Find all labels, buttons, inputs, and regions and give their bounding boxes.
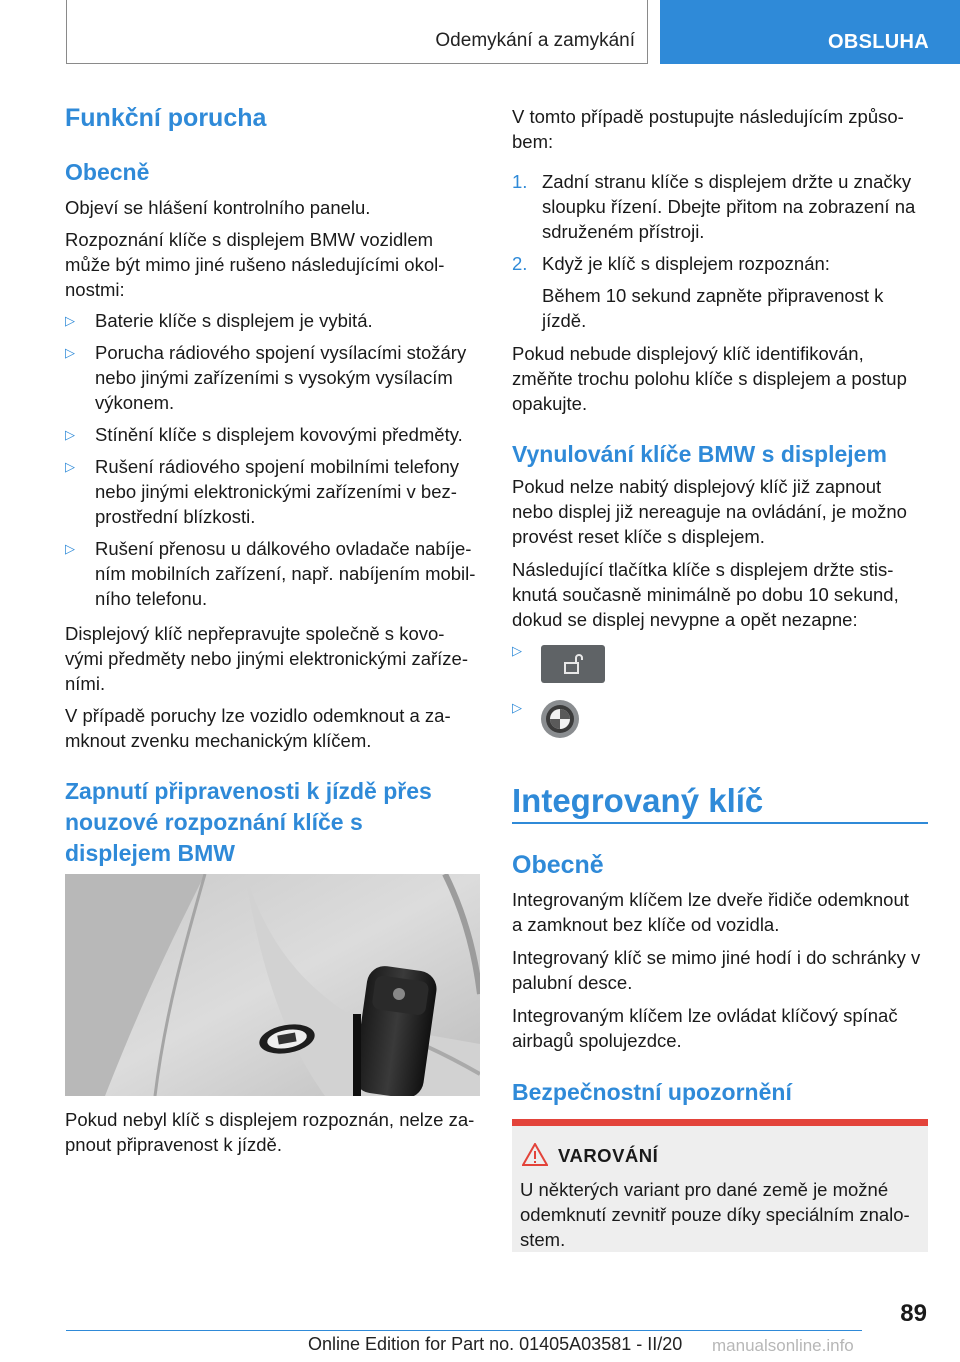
footer-edition: Online Edition for Part no. 01405A03581 - II/20 (308, 1334, 683, 1354)
triangle-bullet-icon: ▷ (65, 313, 75, 328)
text-line: nebo displej již nereaguje na ovládání, je možno (512, 501, 907, 522)
section-title-integrated-key: Integrovaný klíč (512, 782, 764, 819)
photo-illustration (65, 874, 480, 1096)
paragraph (65, 621, 480, 696)
triangle-bullet-icon: ▷ (512, 643, 522, 658)
text-line: opakujte. (512, 393, 588, 414)
step-number: 2. (512, 253, 528, 274)
subsection-emergency-start (65, 776, 480, 869)
section-title-malfunction: Funkční porucha (65, 104, 267, 132)
text-line: Integrovaným klíčem lze ovládat klíčový spínač (512, 1005, 898, 1026)
list-item (65, 536, 480, 611)
list-item (65, 454, 480, 529)
text-line: Stínění klíče s displejem kovovými předměty. (95, 424, 463, 445)
warning-box (512, 1119, 928, 1252)
header-section-box (66, 0, 648, 64)
watermark: manualsonline.info (712, 1336, 854, 1355)
paragraph (512, 1003, 928, 1053)
triangle-bullet-icon: ▷ (65, 345, 75, 360)
triangle-bullet-icon: ▷ (65, 427, 75, 442)
paragraph (65, 1107, 480, 1157)
text-line: pnout připravenost k jízdě. (65, 1134, 282, 1155)
footer-rule (66, 1330, 862, 1331)
text-line: V tomto případě postupujte následujícím způso‐ (512, 106, 904, 127)
warning-bar (512, 1119, 928, 1126)
text-line: sloupku řízení. Dbejte přitom na zobrazení na (542, 196, 916, 217)
paragraph (512, 887, 928, 937)
text-line: U některých variant pro dané země je možné (520, 1179, 889, 1200)
text-line: mknout zvenku mechanickým klíčem. (65, 730, 372, 751)
paragraph (512, 341, 928, 416)
text-line: airbagů spolujezdce. (512, 1030, 682, 1051)
paragraph: Objeví se hlášení kontrolního panelu. (65, 197, 371, 218)
text-line: Rušení rádiového spojení mobilními telefony (95, 456, 460, 477)
text-line: bem: (512, 131, 554, 152)
subsection-reset-key: Vynulování klíče BMW s displejem (512, 441, 887, 467)
numbered-list (512, 169, 928, 333)
text-line: jízdě. (542, 310, 587, 331)
warning-triangle-icon (522, 1143, 548, 1171)
text-line: Pokud nelze nabitý displejový klíč již zapnout (512, 476, 882, 497)
text-line: vými předměty nebo jinými elektronickými zaříze‐ (65, 648, 469, 669)
heading-line: displejem BMW (65, 840, 235, 866)
text-line: odemknutí zevnitř pouze díky speciálním znalo‐ (520, 1204, 910, 1225)
text-line: Integrovaným klíčem lze dveře řidiče odemknout (512, 889, 909, 910)
header-section-title: Odemykání a zamykání (435, 30, 635, 51)
text-line: Displejový klíč nepřepravujte společně s kovo‐ (65, 623, 445, 644)
text-line: Během 10 sekund zapněte připravenost k (542, 285, 884, 306)
text-line: změňte trochu polohu klíče s displejem a postup (512, 368, 907, 389)
text-line: Zadní stranu klíče s displejem držte u značky (542, 171, 912, 192)
page-number: 89 (900, 1300, 927, 1327)
list-item (65, 422, 480, 447)
paragraph (512, 557, 928, 632)
step-number: 1. (512, 171, 528, 192)
text-line: ním mobilních zařízení, např. nabíjením mobil‐ (95, 563, 476, 584)
heading-line: Zapnutí připravenosti k jízdě přes (65, 778, 432, 804)
text-line: Integrovaný klíč se mimo jiné hodí i do schránky v (512, 947, 921, 968)
page-header (0, 0, 960, 66)
text-line: nebo jinými zařízeními s vysokým vysílacím (95, 367, 453, 388)
text-line: Když je klíč s displejem rozpoznán: (542, 253, 830, 274)
list-item (512, 169, 928, 244)
text-line: stem. (520, 1229, 566, 1250)
text-line: Baterie klíče s displejem je vybitá. (95, 310, 373, 331)
list-item (65, 340, 480, 415)
header-chapter-label: OBSLUHA (828, 31, 929, 53)
key-at-steering-column-photo (65, 874, 480, 1096)
text-line: Porucha rádiového spojení vysílacími stožáry (95, 342, 467, 363)
paragraph (65, 227, 480, 302)
text-line: Pokud nebude displejový klíč identifikován, (512, 343, 864, 364)
text-line: nostmi: (65, 279, 125, 300)
text-line: Rozpoznání klíče s displejem BMW vozidlem (65, 229, 434, 250)
text-line: výkonem. (95, 392, 175, 413)
text-line: nebo jinými elektronickými zařízeními v bez‐ (95, 481, 457, 502)
bullet-list (65, 308, 480, 611)
text-line: ního telefonu. (95, 588, 208, 609)
text-line: může být mimo jiné rušeno následujícími okol‐ (65, 254, 445, 275)
text-line: Následující tlačítka klíče s displejem držte stis‐ (512, 559, 894, 580)
subsection-safety-notes: Bezpečnostní upozornění (512, 1079, 792, 1105)
text-line: Pokud nebyl klíč s displejem rozpoznán, nelze za‐ (65, 1109, 475, 1130)
text-line: ními. (65, 673, 106, 694)
text-line: sdruženém přístroji. (542, 221, 705, 242)
bmw-logo-button-icon (540, 699, 580, 739)
triangle-bullet-icon: ▷ (65, 459, 75, 474)
triangle-bullet-icon: ▷ (65, 541, 75, 556)
text-line: knutá současně minimálně po dobu 10 sekund, (512, 584, 899, 605)
warning-text (520, 1177, 925, 1252)
triangle-bullet-icon: ▷ (512, 700, 522, 715)
text-line: Rušení přenosu u dálkového ovladače nabíje‐ (95, 538, 472, 559)
section-rule (512, 822, 928, 824)
paragraph (512, 945, 928, 995)
text-line: palubní desce. (512, 972, 633, 993)
warning-label: VAROVÁNÍ (558, 1145, 659, 1166)
text-line: V případě poruchy lze vozidlo odemknout a za‐ (65, 705, 451, 726)
text-line: dokud se displej nevypne a opět nezapne: (512, 609, 858, 630)
text-line: provést reset klíče s displejem. (512, 526, 765, 547)
text-line: prostřední blízkosti. (95, 506, 256, 527)
paragraph (512, 104, 928, 154)
subsection-general: Obecně (65, 159, 150, 185)
paragraph (65, 703, 480, 753)
heading-line: nouzové rozpoznání klíče s (65, 809, 363, 835)
subsection-general-2: Obecně (512, 851, 604, 879)
list-item (512, 251, 928, 333)
unlock-button-icon (541, 645, 605, 683)
list-item (65, 308, 480, 333)
header-chapter-tab (660, 0, 960, 64)
paragraph (512, 474, 928, 549)
text-line: a zamknout bez klíče od vozidla. (512, 914, 780, 935)
